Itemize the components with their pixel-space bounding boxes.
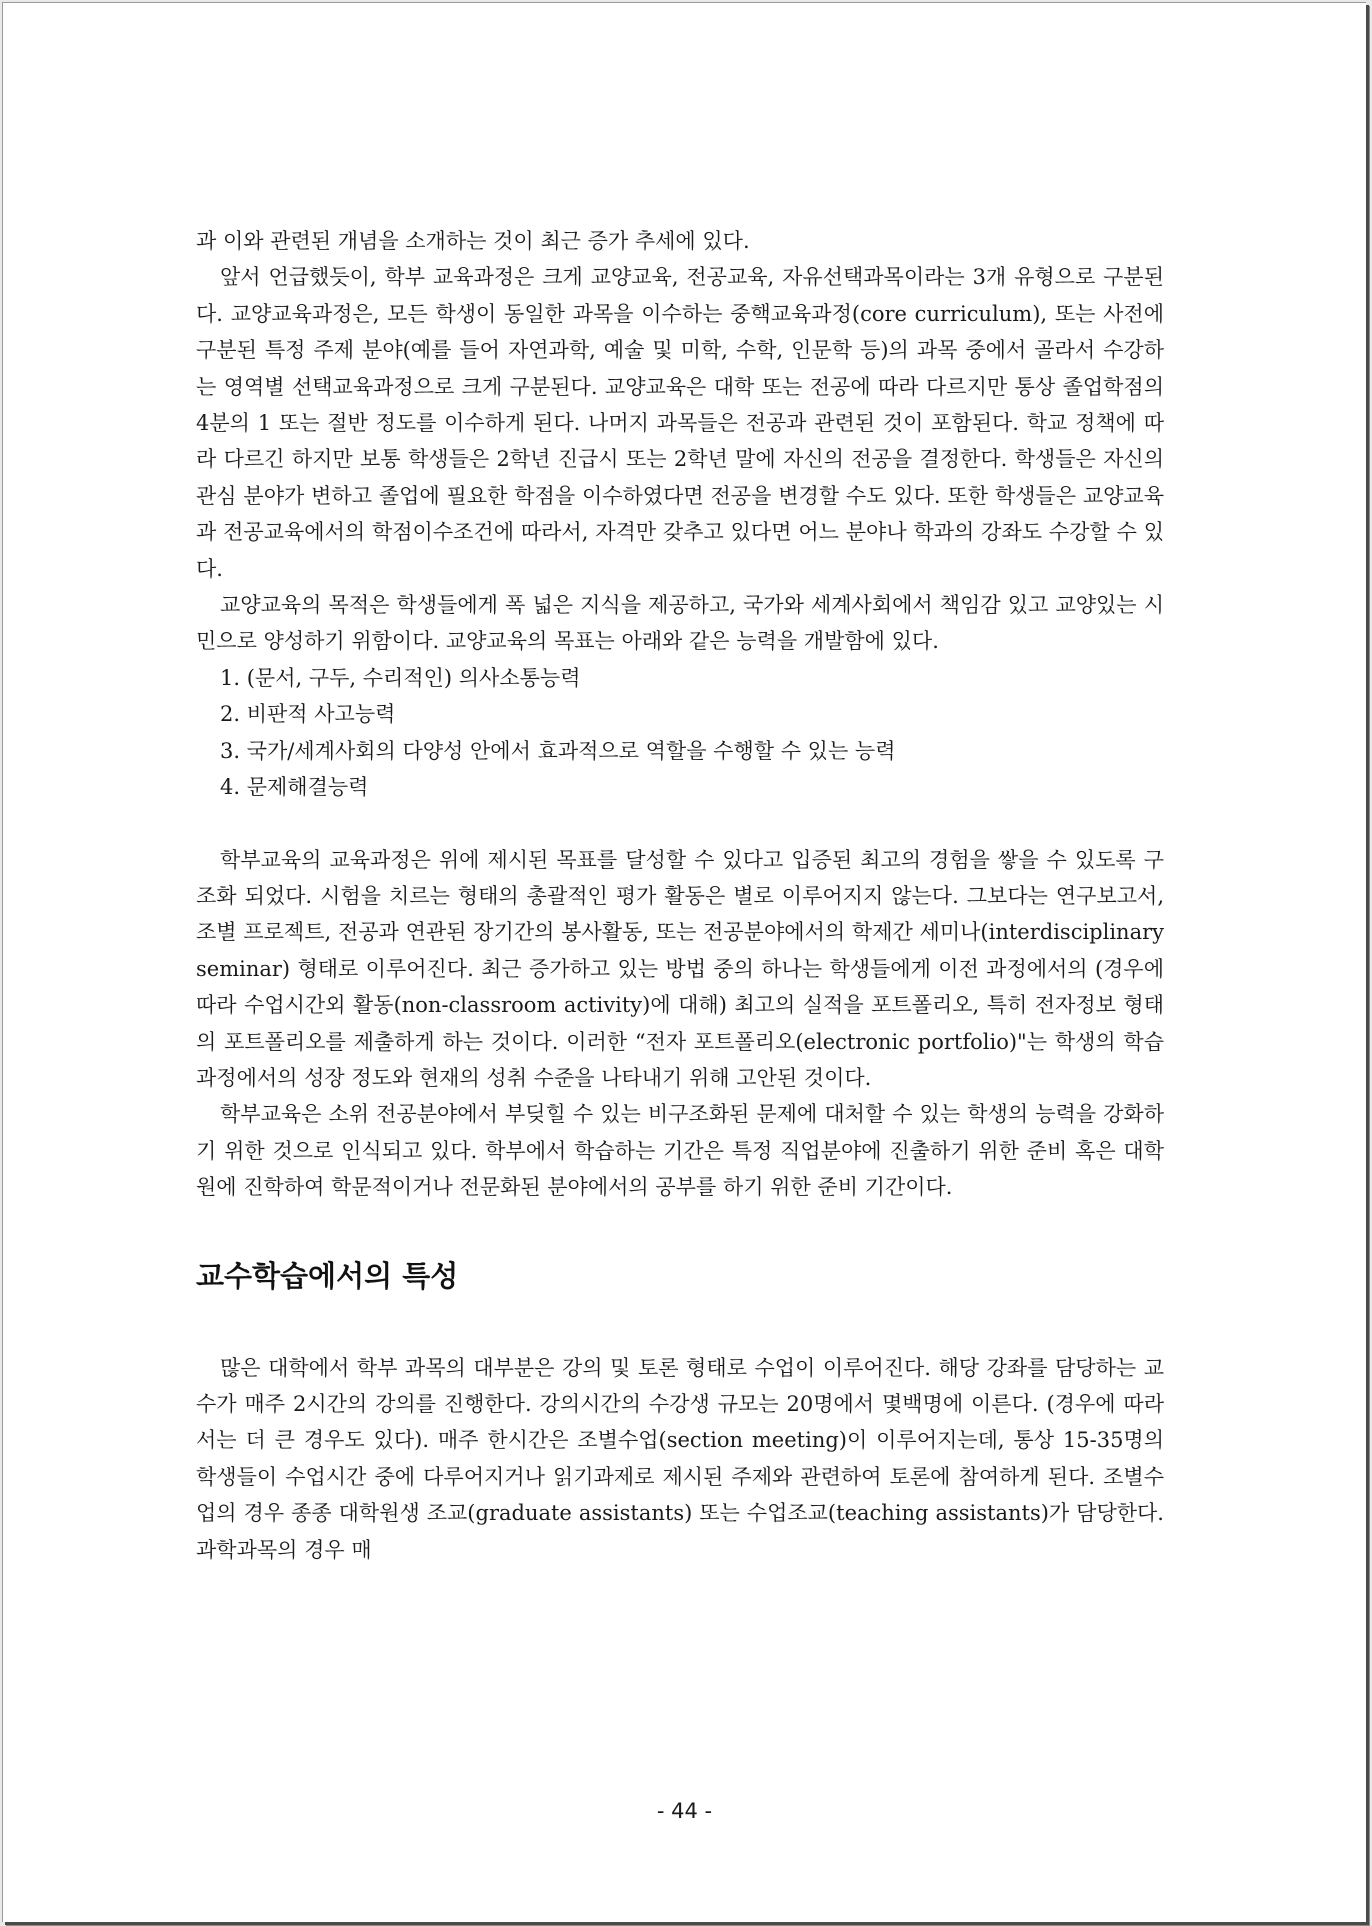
section-heading: 교수학습에서의 특성: [196, 1258, 459, 1293]
page-content: [196, 223, 1164, 1568]
paragraph-curriculum-types: 앞서 언급했듯이, 학부 교육과정은 크게 교양교육, 전공교육, 자유선택과목이라는 3개 유형으로 구분된다. 교양교육과정은, 모든 학생이 동일한 과목을 이수하는 중핵교육과정(core curriculum), 또는 사전에 구분된 특정 주제 분야(예를 들어 자연과학, 예술 및 미학, 수학, 인문학 등)의 과목 중에서 골라서 수강하는 영역별 선택교육과정으로 크게 구분된다. 교양교육은 대학 또는 전공에 따라 다르지만 통상 졸업학점의 4분의 1 또는 절반 정도를 이수하게 된다. 나머지 과목들은 전공과 관련된 것이 포함된다. 학교 정책에 따라 다르긴 하지만 보통 학생들은 2학년 진급시 또는 2학년 말에 자신의 전공을 결정한다. 학생들은 자신의 관심 분야가 변하고 졸업에 필요한 학점을 이수하였다면 전공을 변경할 수도 있다. 또한 학생들은 교양교육과 전공교육에서의 학점이수조건에 따라서, 자격만 갖추고 있다면 어느 분야나 학과의 강좌도 수강할 수 있다.: [196, 265, 1164, 581]
paragraph-undergraduate-purpose: 학부교육은 소위 전공분야에서 부딪힐 수 있는 비구조화된 문제에 대처할 수 있는 학생의 능력을 강화하기 위한 것으로 인식되고 있다. 학부에서 학습하는 기간은 특정 직업분야에 진출하기 위한 준비 혹은 대학원에 진학하여 학문적이거나 전문화된 분야에서의 공부를 하기 위한 준비 기간이다.: [196, 1102, 1164, 1200]
list-item: 1. (문서, 구두, 수리적인) 의사소통능력: [220, 665, 581, 690]
paragraph-assessment: 학부교육의 교육과정은 위에 제시된 목표를 달성할 수 있다고 입증된 최고의 경험을 쌓을 수 있도록 구조화 되었다. 시험을 치르는 형태의 총괄적인 평가 활동은 별로 이루어지지 않는다. 그보다는 연구보고서, 조별 프로젝트, 전공과 연관된 장기간의 봉사활동, 또는 전공분야에서의 학제간 세미나(interdisciplinary seminar) 형태로 이루어진다. 최근 증가하고 있는 방법 중의 하나는 학생들에게 이전 과정에서의 (경우에 따라 수업시간외 활동(non-classroom activity)에 대해) 최고의 실적을 포트폴리오, 특히 전자정보 형태의 포트폴리오를 제출하게 하는 것이다. 이러한 “전자 포트폴리오(electronic portfolio)"는 학생의 학습과정에서의 성장 정도와 현재의 성취 수준을 나타내기 위해 고안된 것이다.: [196, 847, 1164, 1090]
page-number: - 44 -: [656, 1799, 713, 1823]
list-item: 3. 국가/세계사회의 다양성 안에서 효과적으로 역할을 수행할 수 있는 능력: [220, 738, 896, 763]
document-page: [2, 2, 1366, 1922]
list-item: 2. 비판적 사고능력: [220, 702, 396, 727]
paragraph-teaching-format: 많은 대학에서 학부 과목의 대부분은 강의 및 토론 형태로 수업이 이루어진다. 해당 강좌를 담당하는 교수가 매주 2시간의 강의를 진행한다. 강의시간의 수강생 규모는 20명에서 몇백명에 이른다. (경우에 따라서는 더 큰 경우도 있다). 매주 한시간은 조별수업(section meeting)이 이루어지는데, 통상 15-35명의 학생들이 수업시간 중에 다루어지거나 읽기과제로 제시된 주제와 관련하여 토론에 참여하게 된다. 조별수업의 경우 종종 대학원생 조교(graduate assistants) 또는 수업조교(teaching assistants)가 담당한다. 과학과목의 경우 매: [196, 1355, 1164, 1562]
goals-list: [196, 660, 1164, 806]
paragraph-general-education-goals: 교양교육의 목적은 학생들에게 폭 넓은 지식을 제공하고, 국가와 세계사회에서 책임감 있고 교양있는 시민으로 양성하기 위함이다. 교양교육의 목표는 아래와 같은 능력을 개발함에 있다.: [196, 593, 1164, 654]
continued-paragraph: 과 이와 관련된 개념을 소개하는 것이 최근 증가 추세에 있다.: [196, 229, 750, 253]
list-item: 4. 문제해결능력: [220, 775, 369, 800]
spacer: [196, 806, 1164, 842]
